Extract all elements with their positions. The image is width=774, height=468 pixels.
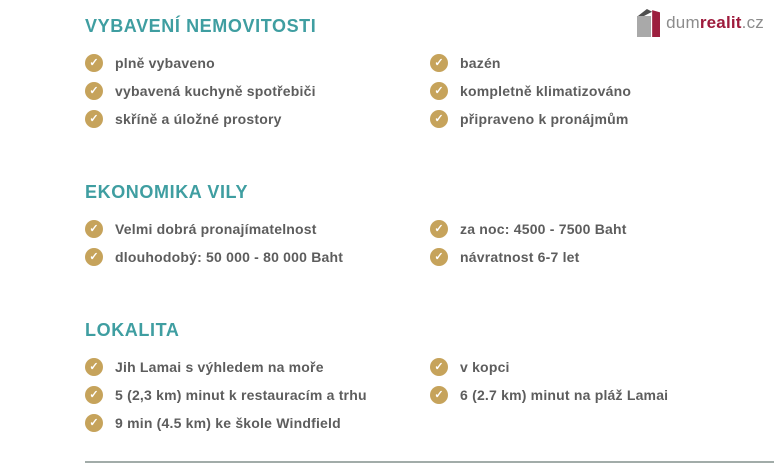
- feature-item-label: skříně a úložné prostory: [115, 111, 282, 127]
- check-icon: ✓: [85, 54, 103, 72]
- feature-item-label: za noc: 4500 - 7500 Baht: [460, 221, 627, 237]
- location-right-column: [430, 358, 764, 432]
- feature-item-label: návratnost 6-7 let: [460, 249, 580, 265]
- section-economics: [85, 180, 764, 266]
- feature-item: [85, 358, 430, 376]
- economics-left-column: [85, 220, 430, 266]
- feature-item: [85, 54, 430, 72]
- feature-item-label: připraveno k pronájmům: [460, 111, 629, 127]
- location-left-column: [85, 358, 430, 432]
- feature-item: [430, 248, 764, 266]
- section-title-location: LOKALITA: [85, 320, 180, 340]
- feature-item: [430, 386, 764, 404]
- feature-item-label: Velmi dobrá pronajímatelnost: [115, 221, 317, 237]
- logo-text-prefix: dum: [666, 12, 700, 32]
- feature-item: [85, 386, 430, 404]
- logo-text-accent: realit: [699, 12, 742, 32]
- feature-item: [430, 54, 764, 72]
- section-title-equipment: VYBAVENÍ NEMOVITOSTI: [85, 16, 317, 36]
- section-location: [85, 318, 764, 432]
- check-icon: ✓: [430, 220, 448, 238]
- check-icon: ✓: [430, 82, 448, 100]
- check-icon: ✓: [85, 358, 103, 376]
- feature-item: [430, 110, 764, 128]
- feature-item-label: v kopci: [460, 359, 510, 375]
- feature-item: [430, 82, 764, 100]
- check-icon: ✓: [430, 386, 448, 404]
- check-icon: ✓: [85, 386, 103, 404]
- section-equipment: [85, 14, 764, 128]
- economics-columns: [85, 220, 764, 266]
- logo-text-suffix: .cz: [741, 12, 764, 32]
- feature-item: [85, 248, 430, 266]
- feature-item: [430, 220, 764, 238]
- feature-item-label: 9 min (4.5 km) ke škole Windfield: [115, 415, 341, 431]
- feature-item: [85, 414, 430, 432]
- feature-item-label: plně vybaveno: [115, 55, 215, 71]
- equipment-left-column: [85, 54, 430, 128]
- feature-item-label: kompletně klimatizováno: [460, 83, 632, 99]
- feature-item: [85, 110, 430, 128]
- location-columns: [85, 358, 764, 432]
- check-icon: ✓: [85, 110, 103, 128]
- feature-item-label: bazén: [460, 55, 501, 71]
- feature-item-label: 5 (2,3 km) minut k restauracím a trhu: [115, 387, 367, 403]
- bottom-divider: [85, 461, 774, 463]
- check-icon: ✓: [430, 54, 448, 72]
- property-features-content: [85, 14, 764, 432]
- check-icon: ✓: [85, 82, 103, 100]
- economics-right-column: [430, 220, 764, 266]
- feature-item: [85, 82, 430, 100]
- check-icon: ✓: [85, 414, 103, 432]
- check-icon: ✓: [85, 220, 103, 238]
- feature-item: [85, 220, 430, 238]
- check-icon: ✓: [85, 248, 103, 266]
- feature-item-label: Jih Lamai s výhledem na moře: [115, 359, 324, 375]
- equipment-columns: [85, 54, 764, 128]
- feature-item-label: vybavená kuchyně spotřebiči: [115, 83, 316, 99]
- feature-item-label: 6 (2.7 km) minut na pláž Lamai: [460, 387, 669, 403]
- equipment-right-column: [430, 54, 764, 128]
- check-icon: ✓: [430, 248, 448, 266]
- feature-item: [430, 358, 764, 376]
- check-icon: ✓: [430, 358, 448, 376]
- section-title-economics: EKONOMIKA VILY: [85, 182, 249, 202]
- check-icon: ✓: [430, 110, 448, 128]
- feature-item-label: dlouhodobý: 50 000 - 80 000 Baht: [115, 249, 344, 265]
